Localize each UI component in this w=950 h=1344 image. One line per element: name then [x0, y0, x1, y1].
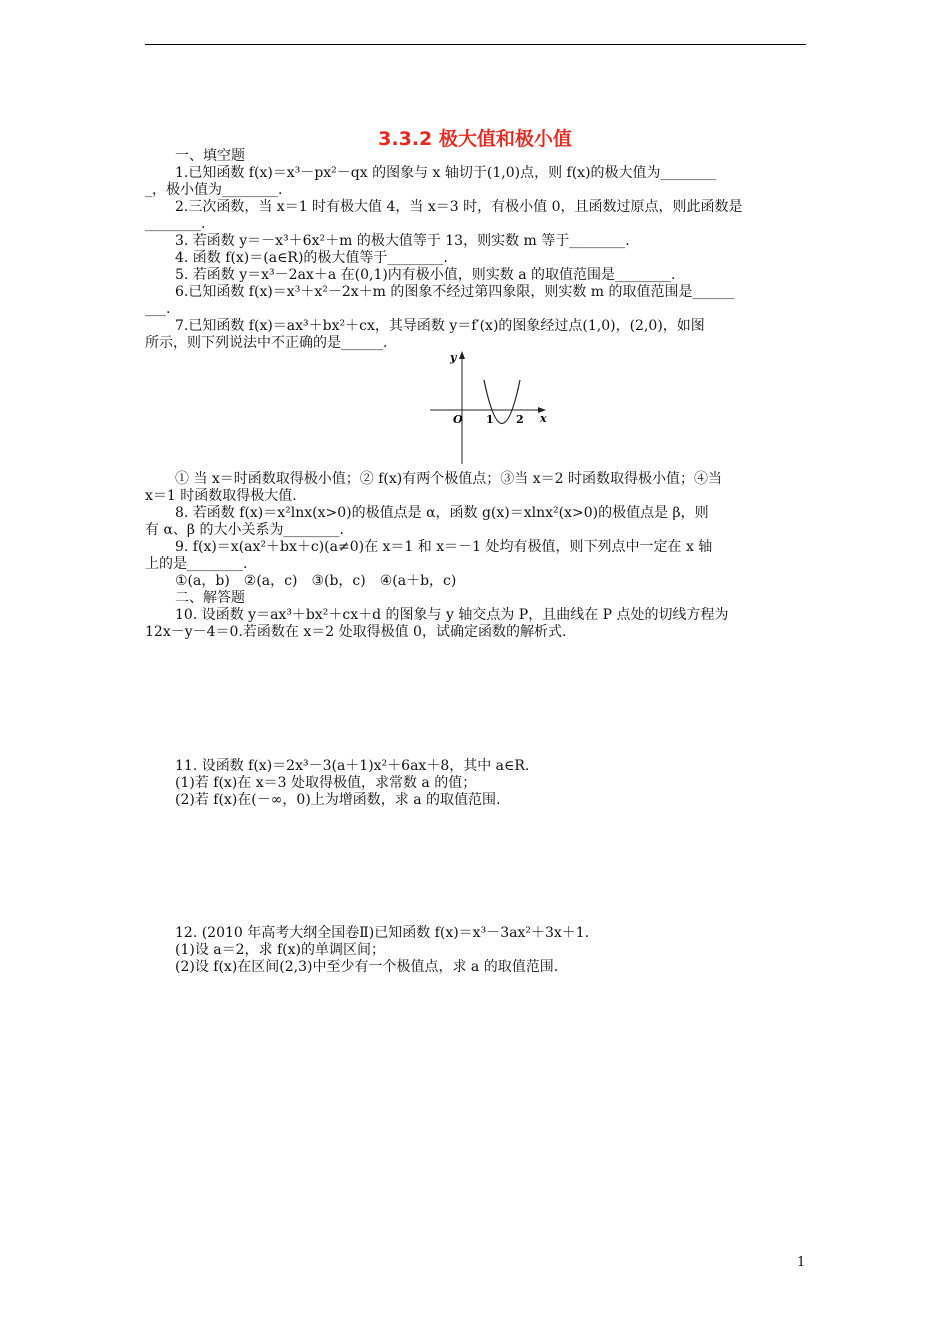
problem-11-part-1: (1)若 f(x)在 x＝3 处取得极值，求常数 a 的值；	[175, 775, 477, 791]
page-title: 3.3.2 极大值和极小值	[378, 128, 572, 150]
problem-3: 3. 若函数 y＝－x³＋6x²＋m 的极大值等于 13，则实数 m 等于________.	[175, 233, 630, 249]
problem-8-line-2: 有 α、β 的大小关系为________.	[145, 522, 344, 538]
problem-11-part-2: (2)若 f(x)在(－∞，0)上为增函数，求 a 的取值范围.	[175, 792, 501, 808]
problem-1-line-2: _，极小值为________.	[145, 182, 283, 198]
x-axis-label: x	[540, 412, 547, 425]
problem-12-line-1: 12. (2010 年高考大纲全国卷Ⅱ)已知函数 f(x)＝x³－3ax²＋3x＋1.	[175, 925, 590, 941]
section-heading-fill: 一、填空题	[175, 148, 245, 164]
problem-9-line-1: 9. f(x)＝x(ax²＋bx＋c)(a≠0)在 x＝1 和 x＝－1 处均有极值，则下列点中一定在 x 轴	[175, 539, 713, 555]
section-heading-answer: 二、解答题	[175, 590, 245, 606]
problem-1-line-1: 1.已知函数 f(x)＝x³－px²－qx 的图象与 x 轴切于(1,0)点，则 f(x)的极大值为________	[175, 165, 717, 181]
page-number: 1	[797, 1255, 806, 1270]
problem-5: 5. 若函数 y＝x³－2ax＋a 在(0,1)内有极小值，则实数 a 的取值范围是________.	[175, 267, 676, 283]
problem-2-line-1: 2.三次函数，当 x＝1 时有极大值 4，当 x＝3 时，有极小值 0，且函数过原点，则此函数是	[175, 199, 743, 215]
problem-2-line-2: ________.	[145, 216, 206, 232]
problem-9-line-2: 上的是________.	[145, 556, 248, 572]
problem-10-line-1: 10. 设函数 y＝ax³＋bx²＋cx＋d 的图象与 y 轴交点为 P，且曲线在 P 点处的切线方程为	[175, 607, 729, 623]
problem-7-line-2: 所示，则下列说法中不正确的是______.	[145, 335, 388, 351]
problem-6-line-2: ___.	[145, 301, 171, 317]
y-axis-arrow	[459, 351, 465, 359]
derivative-graph	[430, 349, 550, 469]
problem-9-options: ①(a，b) ②(a，c) ③(b，c) ④(a＋b，c)	[175, 573, 457, 589]
problem-8-line-1: 8. 若函数 f(x)＝x²lnx(x>0)的极值点是 α，函数 g(x)＝xlnx²(x>0)的极值点是 β，则	[175, 505, 709, 521]
problem-7-options-line-1: ① 当 x＝时函数取得极小值；② f(x)有两个极值点；③当 x＝2 时函数取得极小值；④当	[175, 471, 722, 487]
tick-2-label: 2	[516, 413, 524, 426]
problem-6-line-1: 6.已知函数 f(x)＝x³＋x²－2x＋m 的图象不经过第四象限，则实数 m 的取值范围是______	[175, 284, 735, 300]
problem-10-line-2: 12x－y－4＝0.若函数在 x＝2 处取得极值 0，试确定函数的解析式.	[145, 624, 567, 640]
origin-label: O	[453, 413, 463, 426]
problem-4: 4. 函数 f(x)＝(a∈R)的极大值等于________.	[175, 250, 448, 266]
y-axis-label: y	[450, 351, 457, 364]
problem-12-part-2: (2)设 f(x)在区间(2,3)中至少有一个极值点，求 a 的取值范围.	[175, 959, 559, 975]
tick-1-label: 1	[486, 413, 494, 426]
problem-11-line-1: 11. 设函数 f(x)＝2x³－3(a＋1)x²＋6ax＋8，其中 a∈R.	[175, 758, 530, 774]
header-rule	[145, 44, 806, 45]
problem-7-line-1: 7.已知函数 f(x)＝ax³＋bx²＋cx，其导函数 y＝f′(x)的图象经过点(1,0)，(2,0)，如图	[175, 318, 705, 334]
problem-12-part-1: (1)设 a＝2，求 f(x)的单调区间；	[175, 942, 385, 958]
problem-7-options-line-2: x＝1 时函数取得极大值.	[145, 488, 297, 504]
